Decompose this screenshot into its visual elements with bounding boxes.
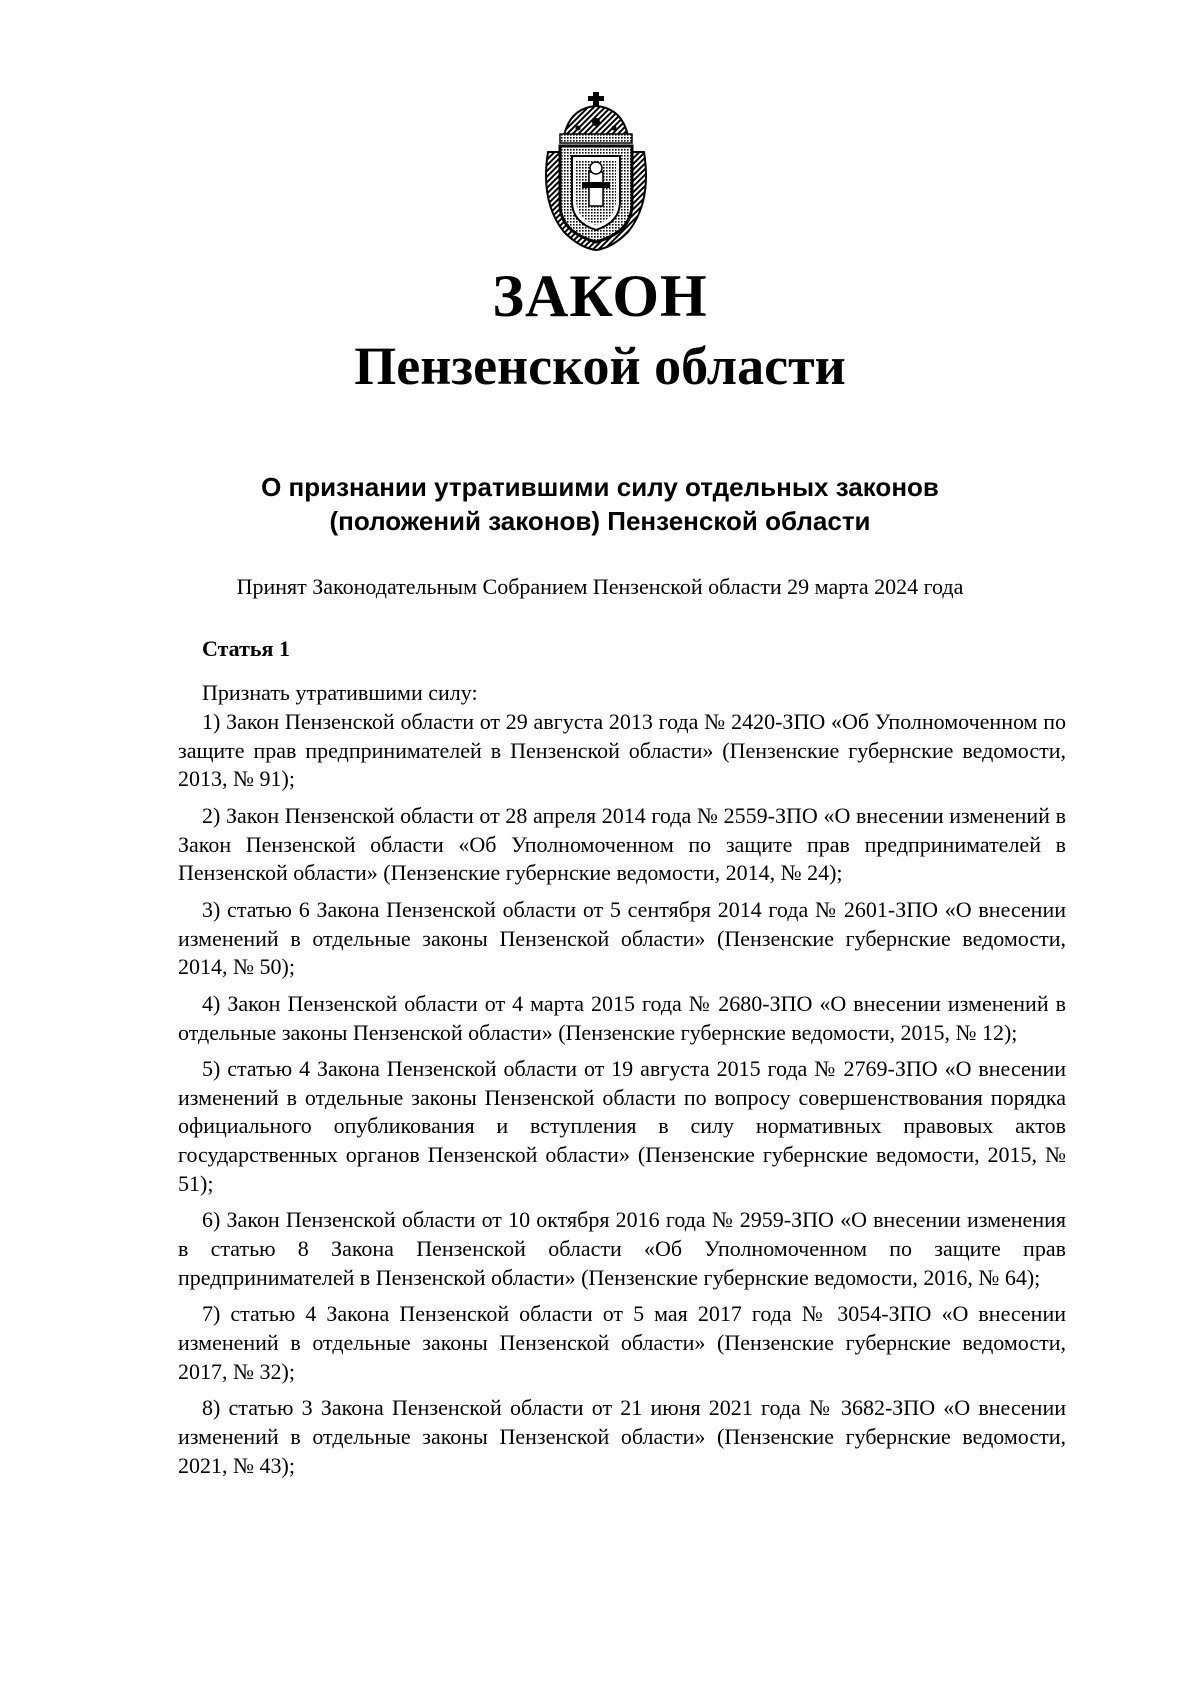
list-item: 3) статью 6 Закона Пензенской области от 5 сентября 2014 года № 2601-ЗПО «О внесении изменений в отдельные законы Пензенской области» (Пензенские губернские ведомости, 2014, № 50); (178, 896, 1066, 980)
adoption-note: Принят Законодательным Собранием Пензенской области 29 марта 2024 года (236, 574, 964, 599)
law-subject-line: (положений законов) Пензенской области (329, 506, 871, 536)
article-intro: Признать утратившими силу: (202, 680, 478, 705)
coat-of-arms-emblem (534, 92, 658, 252)
list-item: 8) статью 3 Закона Пензенской области от 21 июня 2021 года № 3682-ЗПО «О внесении изменений в отдельные законы Пензенской области» (Пензенские губернские ведомости, 2021, № 43); (178, 1395, 1066, 1478)
list-item: 4) Закон Пензенской области от 4 марта 2015 года № 2680-ЗПО «О внесении изменений в отдельные законы Пензенской области» (Пензенские губернские ведомости, 2015, № 12); (178, 990, 1066, 1045)
list-item: 5) статью 4 Закона Пензенской области от 19 августа 2015 года № 2769-ЗПО «О внесении изменений в отдельные законы Пензенской области по вопросу совершенствования порядка официального опубликования и вступления в силу нормативных правовых актов государственных органов Пензенской области» (Пензенские губернские ведомости, 2015, № 51); (178, 1056, 1066, 1196)
article-body (178, 708, 1066, 1488)
list-item: 1) Закон Пензенской области от 29 августа 2013 года № 2420-ЗПО «Об Уполномоченном по защите прав предпринимателей в Пензенской области» (Пензенские губернские ведомости, 2013, № 91); (178, 709, 1066, 792)
article-heading: Статья 1 (202, 636, 290, 661)
law-subject-line: О признании утратившими силу отдельных законов (261, 472, 939, 502)
law-title: ЗАКОН (492, 263, 708, 329)
list-item: 7) статью 4 Закона Пензенской области от 5 мая 2017 года № 3054-ЗПО «О внесении изменений в отдельные законы Пензенской области» (Пензенские губернские ведомости, 2017, № 32); (178, 1301, 1066, 1384)
region-title: Пензенской области (354, 336, 846, 396)
emblem-graphic (534, 92, 658, 252)
list-item: 6) Закон Пензенской области от 10 октября 2016 года № 2959-ЗПО «О внесении изменения в статью 8 Закона Пензенской области «Об Уполномоченном по защите прав предпринимателей в Пензенской области» (Пензенские губернские ведомости, 2016, № 64); (178, 1207, 1066, 1290)
law-subject (0, 470, 1200, 538)
list-item: 2) Закон Пензенской области от 28 апреля 2014 года № 2559-ЗПО «О внесении изменений в Закон Пензенской области «Об Уполномоченном по защите прав предпринимателей в Пензенской области» (Пензенские губернские ведомости, 2014, № 24); (178, 802, 1066, 886)
